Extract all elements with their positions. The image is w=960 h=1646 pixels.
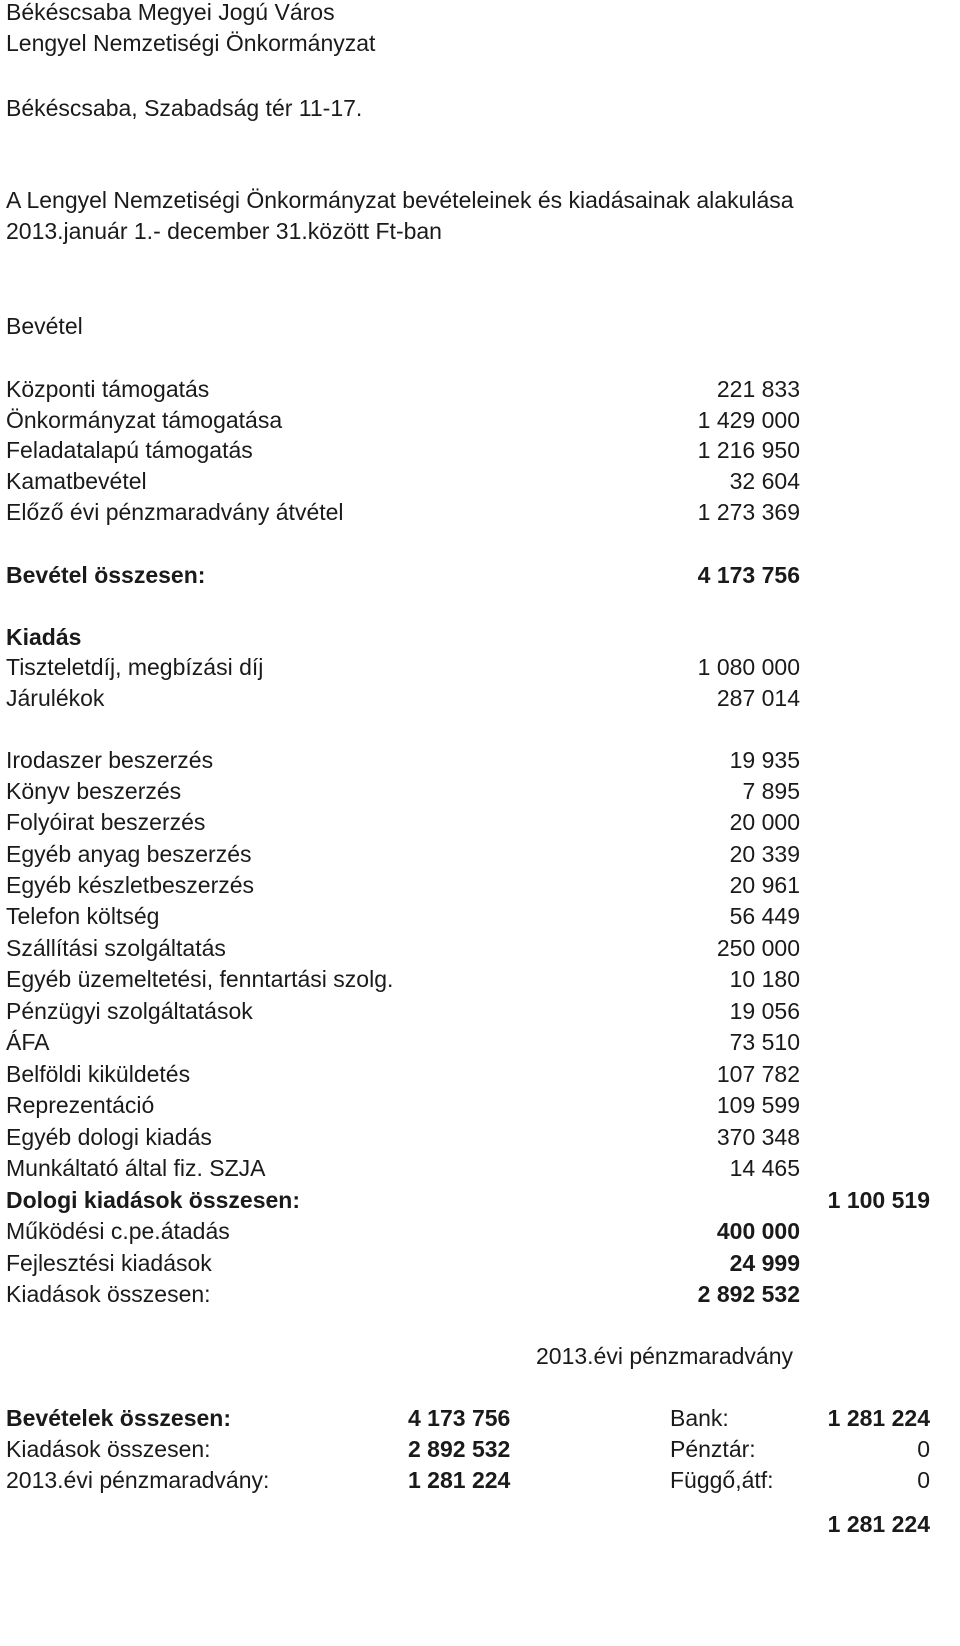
material-label: Pénzügyi szolgáltatások xyxy=(6,998,253,1024)
income-heading: Bevétel xyxy=(6,313,83,339)
income-value: 1 273 369 xyxy=(697,499,800,525)
material-label: Munkáltató által fiz. SZJA xyxy=(6,1155,266,1181)
material-value: 73 510 xyxy=(729,1029,800,1055)
material-value: 19 056 xyxy=(729,998,800,1024)
material-label: Telefon költség xyxy=(6,903,160,929)
material-label: Belföldi kiküldetés xyxy=(6,1061,191,1087)
income-value: 1 216 950 xyxy=(697,437,800,463)
summary-sub-label: Függő,átf: xyxy=(670,1467,774,1493)
material-label: Reprezentáció xyxy=(6,1092,155,1118)
material-value: 10 180 xyxy=(729,966,800,992)
header-line2: Lengyel Nemzetiségi Önkormányzat xyxy=(6,30,376,56)
summary-sub-label: Bank: xyxy=(670,1405,729,1431)
expense-total-value: 2 892 532 xyxy=(697,1281,800,1307)
material-value: 370 348 xyxy=(716,1124,800,1150)
material-value: 20 961 xyxy=(729,872,800,898)
summary-label: 2013.évi pénzmaradvány: xyxy=(6,1467,270,1493)
income-label: Központi támogatás xyxy=(6,376,210,402)
material-label: Irodaszer beszerzés xyxy=(6,747,214,773)
expense-heading: Kiadás xyxy=(6,624,82,650)
transfer-label: Működési c.pe.átadás xyxy=(6,1218,230,1244)
transfer-value: 400 000 xyxy=(716,1218,800,1244)
material-label: Egyéb üzemeltetési, fenntartási szolg. xyxy=(6,966,394,992)
material-value: 14 465 xyxy=(729,1155,800,1181)
summary-value: 4 173 756 xyxy=(408,1405,511,1431)
development-label: Fejlesztési kiadások xyxy=(6,1250,212,1276)
material-value: 56 449 xyxy=(729,903,800,929)
material-label: Folyóirat beszerzés xyxy=(6,809,206,835)
material-value: 7 895 xyxy=(742,778,800,804)
income-total-label: Bevétel összesen: xyxy=(6,562,206,588)
material-value: 19 935 xyxy=(729,747,800,773)
material-value: 20 339 xyxy=(729,841,800,867)
summary-sub-value: 1 281 224 xyxy=(827,1405,930,1431)
header-address: Békéscsaba, Szabadság tér 11-17. xyxy=(6,95,363,121)
summary-value: 1 281 224 xyxy=(408,1467,511,1493)
expense-label: Járulékok xyxy=(6,685,105,711)
report-title-line1: A Lengyel Nemzetiségi Önkormányzat bevételeinek és kiadásainak alakulása xyxy=(6,187,794,213)
material-total-label: Dologi kiadások összesen: xyxy=(6,1187,300,1213)
summary-sub-value: 0 xyxy=(917,1436,930,1462)
summary-grand-total: 1 281 224 xyxy=(827,1511,930,1537)
material-value: 109 599 xyxy=(716,1092,800,1118)
header-line1: Békéscsaba Megyei Jogú Város xyxy=(6,0,335,25)
income-value: 1 429 000 xyxy=(697,407,800,433)
summary-label: Bevételek összesen: xyxy=(6,1405,232,1431)
summary-value: 2 892 532 xyxy=(408,1436,511,1462)
material-label: Szállítási szolgáltatás xyxy=(6,935,226,961)
material-value: 20 000 xyxy=(729,809,800,835)
income-label: Önkormányzat támogatása xyxy=(6,407,283,433)
income-label: Előző évi pénzmaradvány átvétel xyxy=(6,499,344,525)
income-value: 221 833 xyxy=(716,376,800,402)
material-total-value: 1 100 519 xyxy=(827,1187,930,1213)
expense-label: Tiszteletdíj, megbízási díj xyxy=(6,654,264,680)
summary-label: Kiadások összesen: xyxy=(6,1436,211,1462)
material-label: ÁFA xyxy=(6,1029,50,1055)
expense-value: 287 014 xyxy=(716,685,800,711)
residual-heading: 2013.évi pénzmaradvány xyxy=(536,1343,793,1369)
material-label: Egyéb anyag beszerzés xyxy=(6,841,252,867)
report-title-line2: 2013.január 1.- december 31.között Ft-ban xyxy=(6,218,442,244)
material-value: 107 782 xyxy=(716,1061,800,1087)
expense-total-label: Kiadások összesen: xyxy=(6,1281,211,1307)
material-label: Egyéb dologi kiadás xyxy=(6,1124,212,1150)
development-value: 24 999 xyxy=(729,1250,800,1276)
material-label: Könyv beszerzés xyxy=(6,778,182,804)
summary-sub-label: Pénztár: xyxy=(670,1436,756,1462)
income-label: Kamatbevétel xyxy=(6,468,147,494)
material-value: 250 000 xyxy=(716,935,800,961)
income-label: Feladatalapú támogatás xyxy=(6,437,253,463)
income-value: 32 604 xyxy=(729,468,800,494)
expense-value: 1 080 000 xyxy=(697,654,800,680)
income-total-value: 4 173 756 xyxy=(697,562,800,588)
material-label: Egyéb készletbeszerzés xyxy=(6,872,255,898)
summary-sub-value: 0 xyxy=(917,1467,930,1493)
